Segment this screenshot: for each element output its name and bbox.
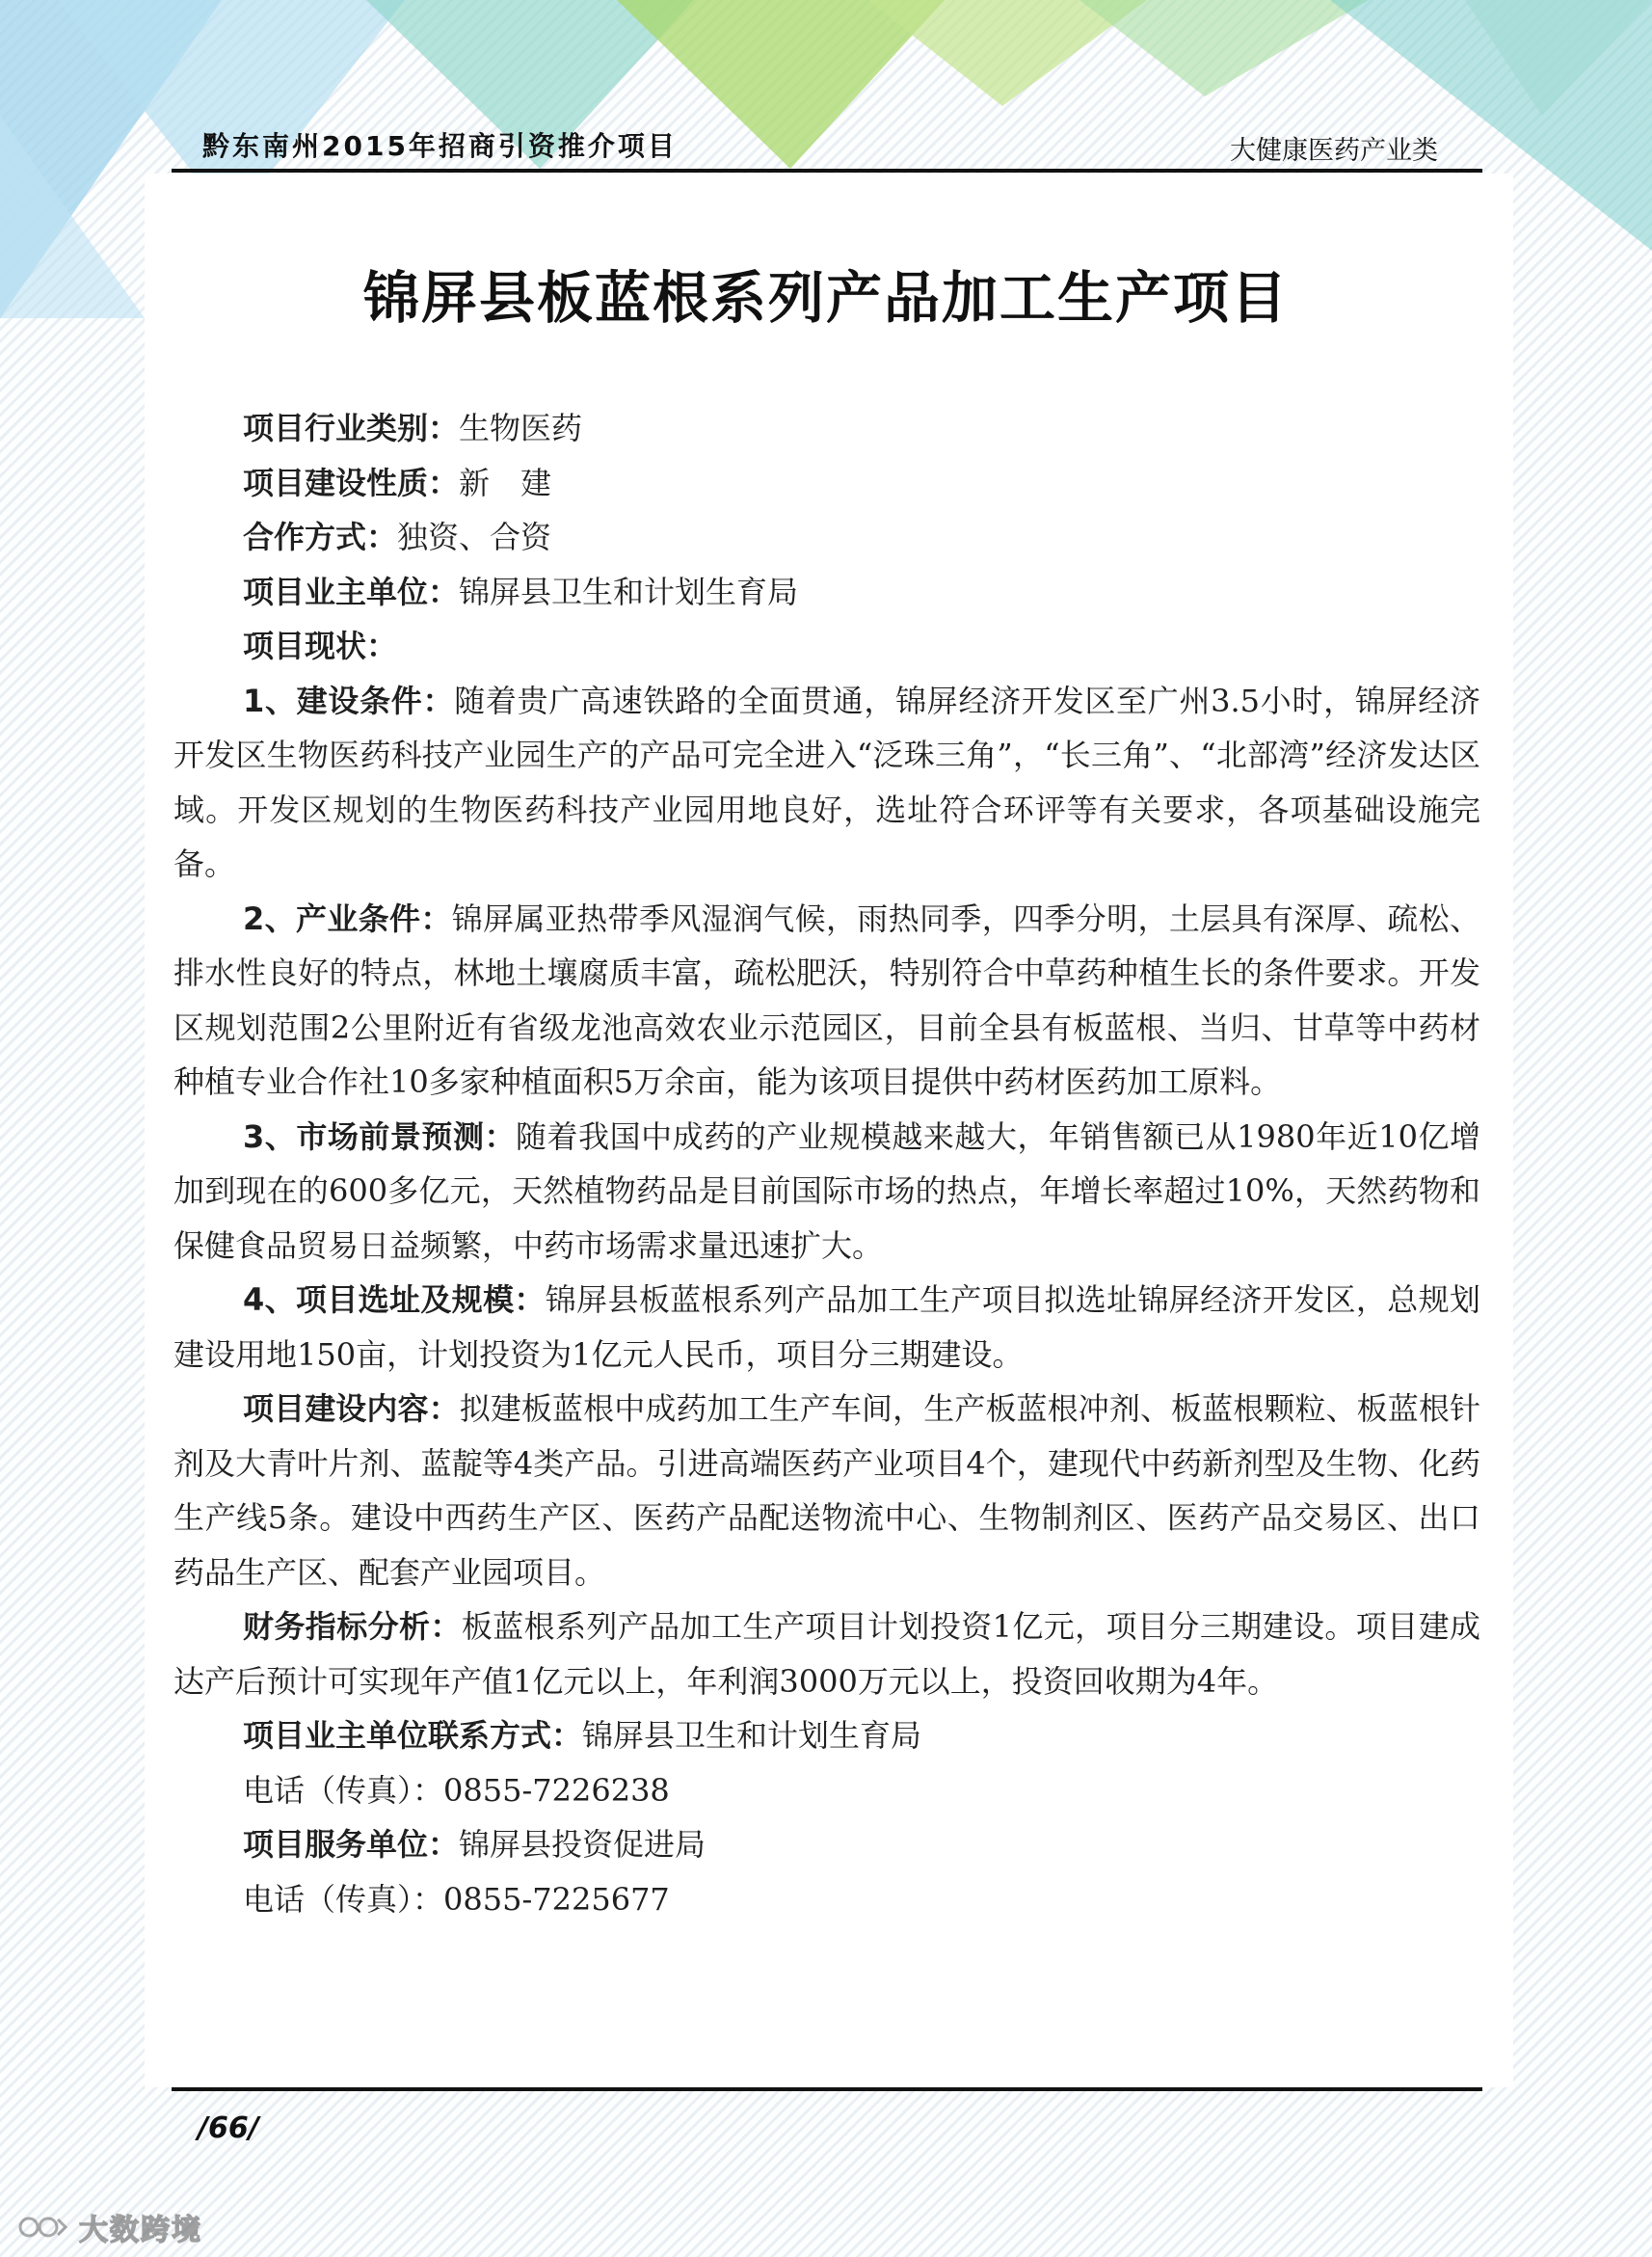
field-status	[173, 619, 1480, 674]
section-text: 随着我国中成药的产业规模越来越大，年销售额已从1980年近10亿增加到现在的600多亿元，天然植物药品是目前国际市场的热点，年增长率超过10%，天然药物和保健食品贸易日益频繁，中药市场需求量迅速扩大。	[173, 1117, 1480, 1264]
watermark-text: 大数跨境	[79, 2214, 202, 2247]
section-text: 锦屏属亚热带季风湿润气候，雨热同季，四季分明，土层具有深厚、疏松、排水性良好的特点，林地土壤腐质丰富，疏松肥沃，特别符合中草药种植生长的条件要求。开发区规划范围2公里附近有省级龙池高效农业示范园区，目前全县有板蓝根、当归、甘草等中药材种植专业合作社10多家种植面积5万余亩，能为该项目提供中药材医药加工原料。	[173, 900, 1480, 1100]
header-divider	[172, 169, 1482, 173]
field-nature	[173, 456, 1480, 511]
field-industry	[173, 401, 1480, 456]
section-text: 拟建板蓝根中成药加工生产车间，生产板蓝根冲剂、板蓝根颗粒、板蓝根针剂及大青叶片剂、蓝靛等4类产品。引进高端医药产业项目4个，建现代中药新剂型及生物、化药生产线5条。建设中西药生产区、医药产品配送物流中心、生物制剂区、医药产品交易区、出口药品生产区、配套产业园项目。	[173, 1390, 1480, 1591]
watermark	[17, 2208, 202, 2246]
section-label: 财务指标分析：	[243, 1608, 462, 1645]
section-label: 3、市场前景预测：	[243, 1117, 517, 1155]
page-title: 锦屏县板蓝根系列产品加工生产项目	[362, 265, 1289, 331]
section-text: 随着贵广高速铁路的全面贯通，锦屏经济开发区至广州3.5小时，锦屏经济开发区生物医药科技产业园生产的产品可完全进入“泛珠三角”，“长三角”、“北部湾”经济发达区域。开发区规划的生物医药科技产业园用地良好，选址符合环评等有关要求，各项基础设施完备。	[173, 682, 1480, 882]
contact-label: 电话（传真）：	[243, 1771, 444, 1809]
contact-service	[173, 1817, 1480, 1872]
footer-divider	[172, 2087, 1482, 2091]
section-market-forecast	[173, 1110, 1480, 1274]
section-industry-conditions	[173, 892, 1480, 1110]
contact-label: 项目服务单位：	[243, 1826, 460, 1863]
contact-value: 锦屏县投资促进局	[459, 1826, 706, 1863]
contact-phone-service	[173, 1872, 1480, 1927]
section-label: 4、项目选址及规模：	[243, 1281, 546, 1318]
contact-label: 电话（传真）：	[243, 1880, 444, 1918]
logo-icon	[17, 2210, 69, 2244]
contact-value: 0855-7225677	[443, 1880, 670, 1918]
document-body	[173, 401, 1480, 1926]
contact-label: 项目业主单位联系方式：	[243, 1717, 583, 1754]
field-cooperation	[173, 510, 1480, 565]
field-value: 锦屏县卫生和计划生育局	[459, 573, 799, 610]
section-construction-content	[173, 1382, 1480, 1599]
header-category: 大健康医药产业类	[1230, 136, 1438, 166]
section-label: 项目建设内容：	[243, 1390, 460, 1427]
section-label: 2、产业条件：	[243, 900, 452, 937]
field-label: 项目业主单位：	[243, 573, 460, 610]
field-label: 项目建设性质：	[243, 464, 460, 501]
section-construction-conditions	[173, 674, 1480, 892]
field-owner	[173, 565, 1480, 620]
field-label: 项目行业类别：	[243, 410, 460, 446]
field-label: 项目现状：	[243, 628, 398, 664]
section-site-and-scale	[173, 1273, 1480, 1382]
field-value: 生物医药	[459, 410, 583, 446]
contact-owner	[173, 1708, 1480, 1763]
section-text: 锦屏县板蓝根系列产品加工生产项目拟选址锦屏经济开发区，总规划建设用地150亩，计划投资为1亿元人民币，项目分三期建设。	[173, 1281, 1480, 1373]
contact-value: 0855-7226238	[443, 1771, 670, 1809]
section-financial-analysis	[173, 1599, 1480, 1708]
header-publication-title: 黔东南州2015年招商引资推介项目	[202, 130, 678, 162]
field-value: 独资、合资	[397, 519, 552, 555]
contact-phone-owner	[173, 1763, 1480, 1818]
section-text: 板蓝根系列产品加工生产项目计划投资1亿元，项目分三期建设。项目建成达产后预计可实现年产值1亿元以上，年利润3000万元以上，投资回收期为4年。	[173, 1608, 1480, 1700]
contact-value: 锦屏县卫生和计划生育局	[582, 1717, 922, 1754]
page-number: /66/	[198, 2111, 259, 2145]
section-label: 1、建设条件：	[243, 682, 455, 719]
field-value: 新 建	[459, 464, 552, 501]
field-label: 合作方式：	[243, 519, 398, 555]
